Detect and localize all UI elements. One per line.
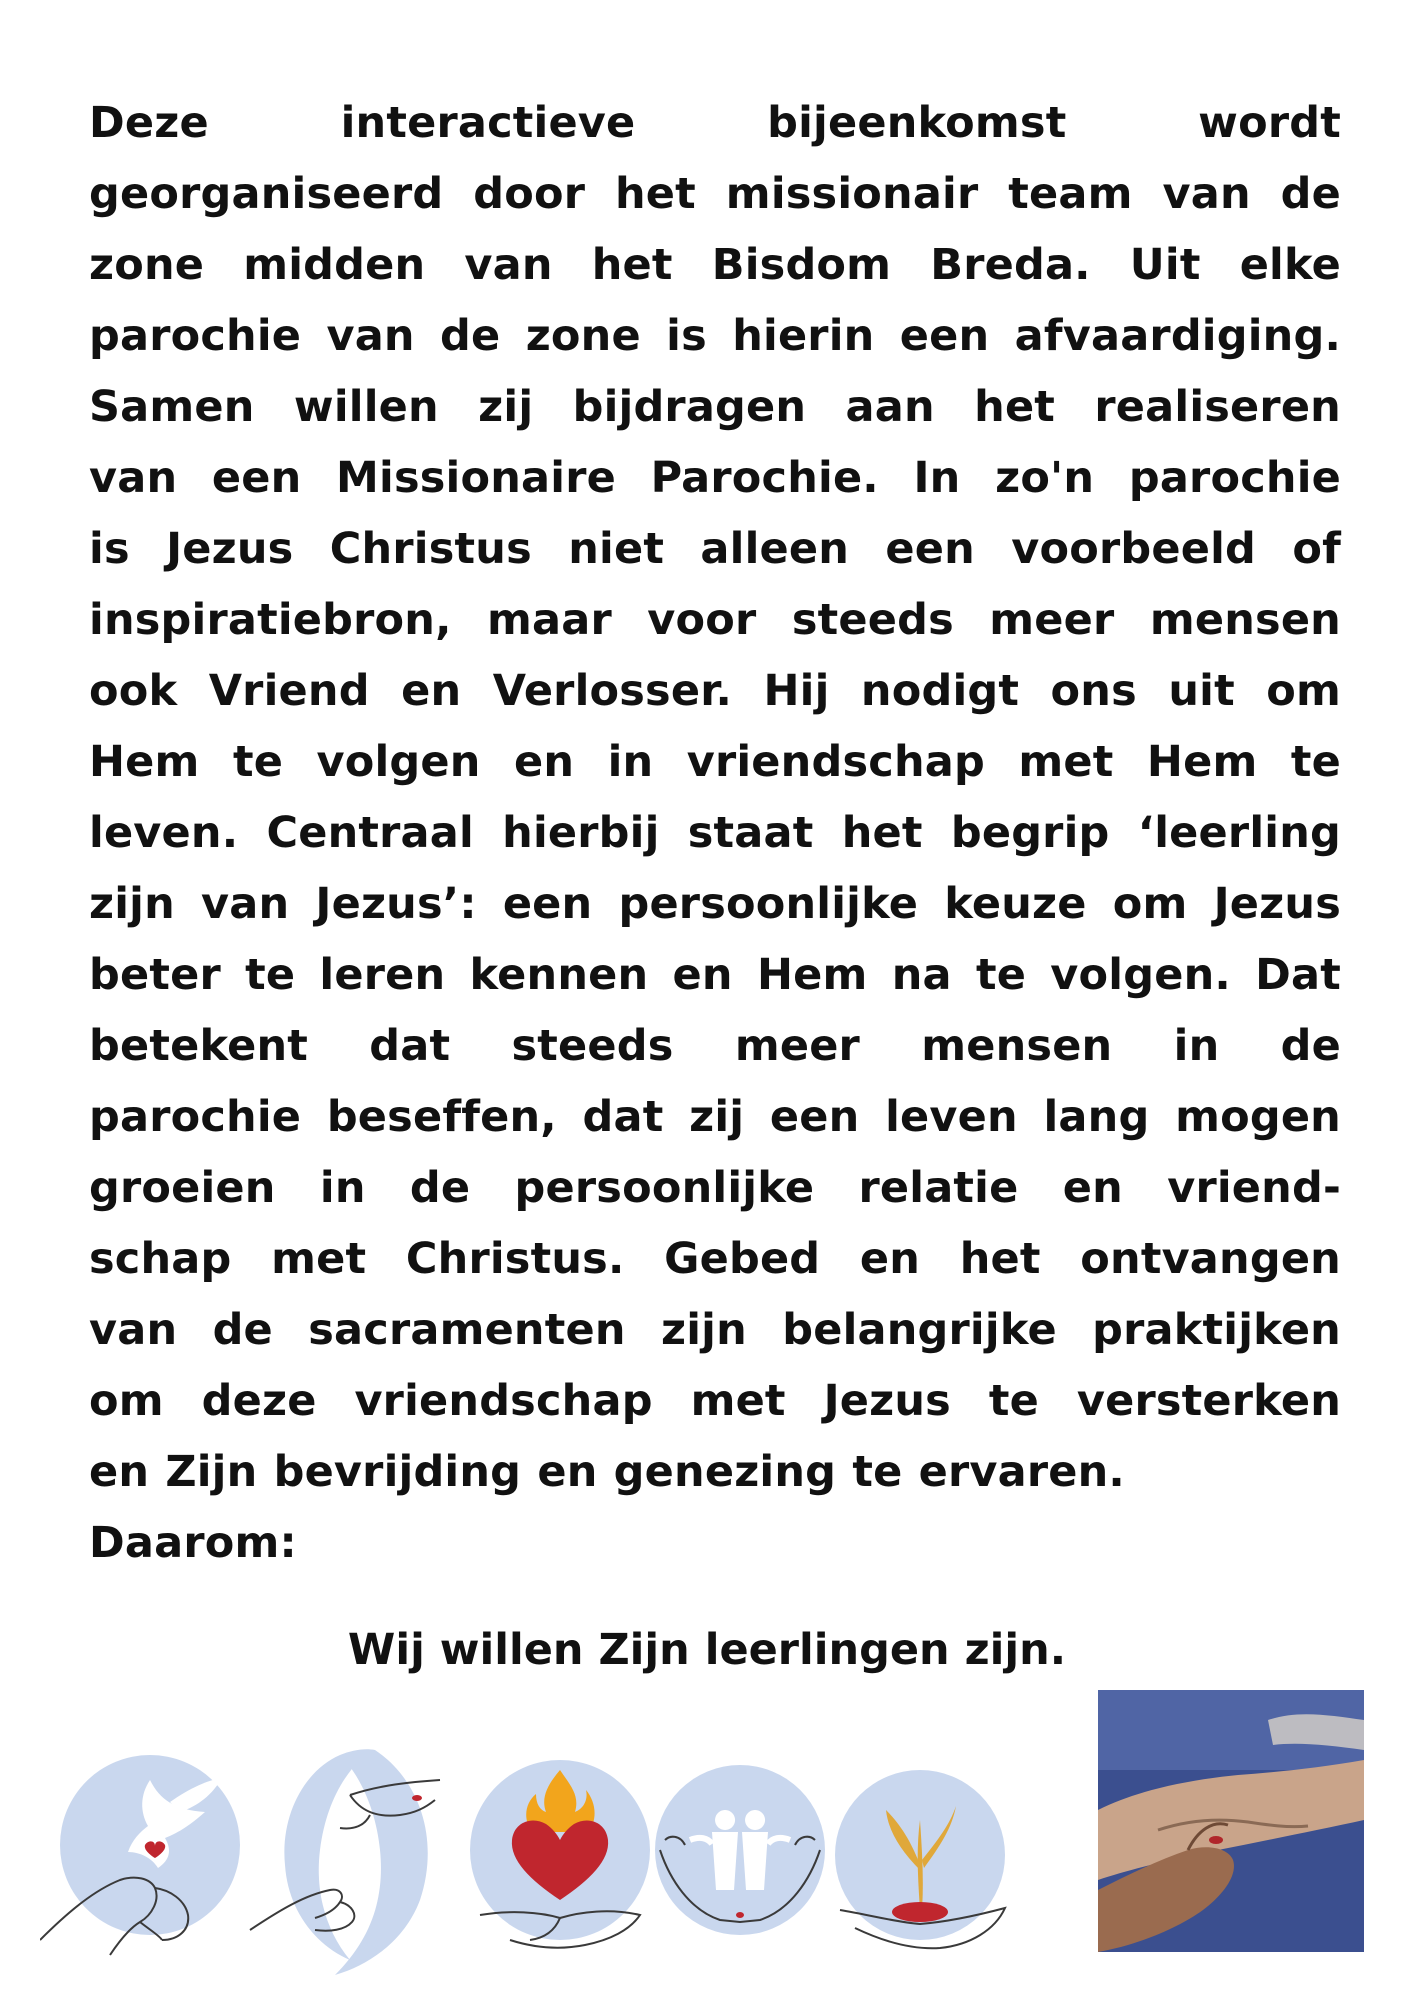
text-line: betekent dat steeds meer mensen in de xyxy=(89,1021,1341,1071)
sprout-hands-icon xyxy=(835,1770,1005,1948)
icon-row xyxy=(40,1740,1090,1980)
text-line: van de sacramenten zijn belangrijke praktijken xyxy=(89,1305,1341,1355)
text-line: Deze interactieve bijeenkomst wordt xyxy=(89,98,1341,148)
text-line: Hem te volgen en in vriendschap met Hem te xyxy=(89,737,1341,787)
family-hands-icon xyxy=(655,1765,825,1935)
text-line: zijn van Jezus’: een persoonlijke keuze om Jezus xyxy=(89,879,1341,929)
text-line: ook Vriend en Verlosser. Hij nodigt ons uit om xyxy=(89,666,1341,716)
body-text xyxy=(89,88,1341,1579)
sacred-heart-icon xyxy=(470,1760,650,1948)
wounded-hands-painting xyxy=(1098,1690,1364,1952)
text-line: parochie beseffen, dat zij een leven lang mogen xyxy=(89,1092,1341,1142)
text-line: van een Missionaire Parochie. In zo'n parochie xyxy=(89,453,1341,503)
text-line: Daarom: xyxy=(89,1518,297,1568)
text-line: zone midden van het Bisdom Breda. Uit elke xyxy=(89,240,1341,290)
text-line: inspiratiebron, maar voor steeds meer mensen xyxy=(89,595,1341,645)
slogan: Wij willen Zijn leerlingen zijn. xyxy=(347,1625,1067,1675)
reaching-hands-icon xyxy=(250,1749,440,1975)
text-line: georganiseerd door het missionair team van de xyxy=(89,169,1341,219)
text-line: is Jezus Christus niet alleen een voorbeeld of xyxy=(89,524,1341,574)
text-line: groeien in de persoonlijke relatie en vriend- xyxy=(89,1163,1341,1213)
text-line: leven. Centraal hierbij staat het begrip ‘leerling xyxy=(89,808,1341,858)
text-line: schap met Christus. Gebed en het ontvangen xyxy=(89,1234,1341,1284)
text-line: beter te leren kennen en Hem na te volgen. Dat xyxy=(89,950,1341,1000)
text-line: Samen willen zij bijdragen aan het realiseren xyxy=(89,382,1341,432)
text-line: parochie van de zone is hierin een afvaardiging. xyxy=(89,311,1341,361)
text-line: en Zijn bevrijding en genezing te ervaren. xyxy=(89,1447,1125,1497)
dove-hands-icon xyxy=(40,1755,240,1955)
text-line: om deze vriendschap met Jezus te versterken xyxy=(89,1376,1341,1426)
